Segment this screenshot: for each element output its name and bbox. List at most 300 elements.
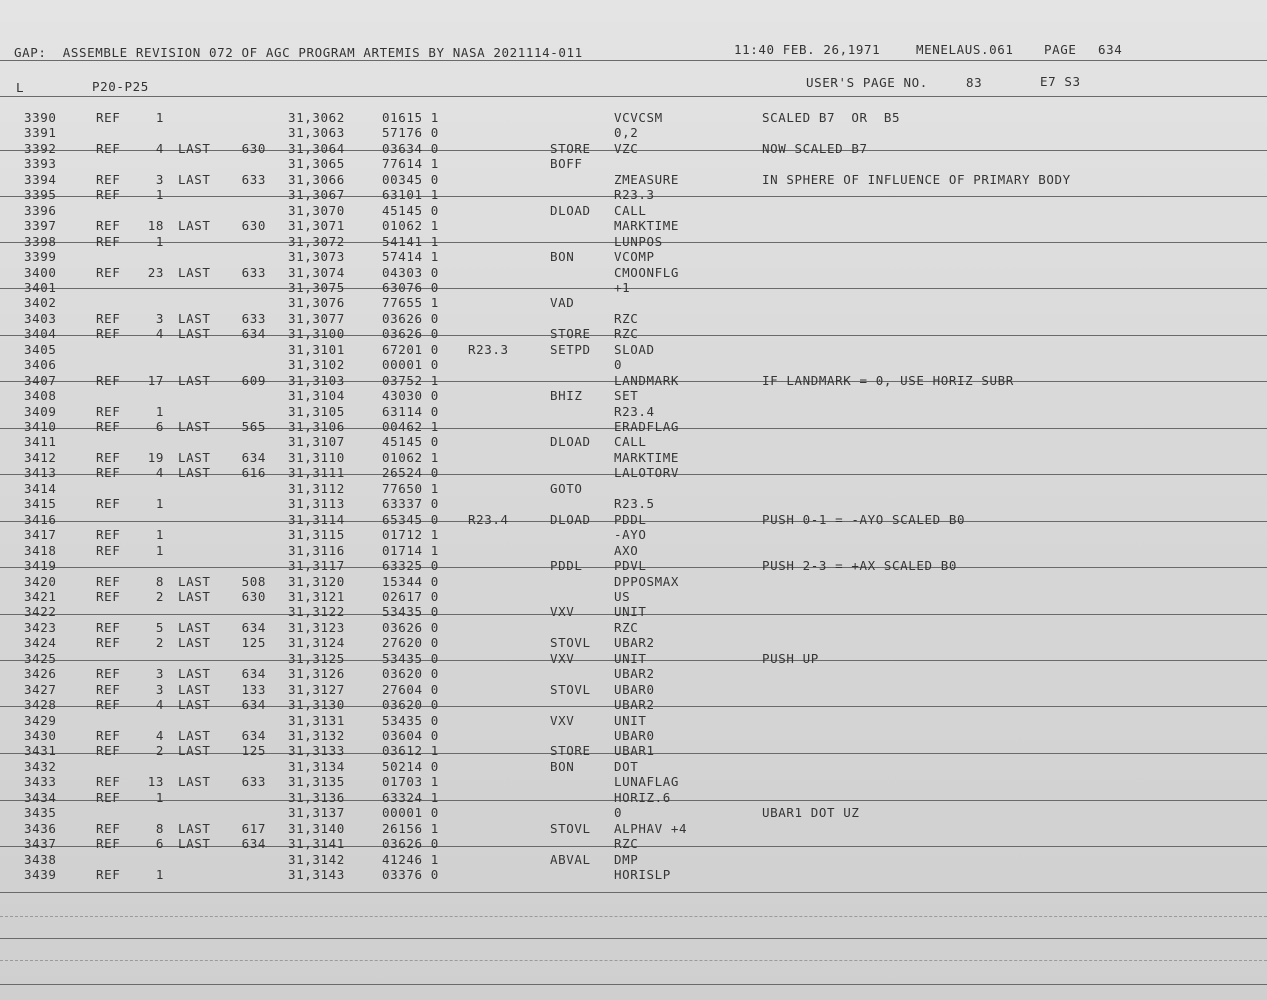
address: 31,3132 xyxy=(288,728,345,743)
listing-row xyxy=(0,141,1267,156)
octal-word: 03604 0 xyxy=(382,728,439,743)
octal-word: 77650 1 xyxy=(382,480,439,496)
address: 31,3110 xyxy=(288,449,345,465)
rule-line xyxy=(0,984,1267,985)
ref-marker: REF xyxy=(96,666,121,682)
last-marker: LAST xyxy=(178,836,211,852)
ref-count: 4 xyxy=(155,465,164,481)
ref-marker: REF xyxy=(96,697,121,713)
ref-count: 1 xyxy=(155,187,164,203)
rule-line xyxy=(0,938,1267,939)
operand: CMOONFLG xyxy=(614,264,680,280)
last-page: 634 xyxy=(241,728,266,743)
octal-word: 03626 0 xyxy=(382,836,439,852)
listing-row xyxy=(0,419,1267,434)
operand: UNIT xyxy=(614,650,647,666)
opcode: VXV xyxy=(550,604,575,620)
page-number: 634 xyxy=(1098,42,1123,57)
last-page: 633 xyxy=(241,310,266,326)
octal-word: 15344 0 xyxy=(382,573,439,589)
comment: IF LANDMARK = 0, USE HORIZ SUBR xyxy=(762,372,1014,388)
listing-row xyxy=(0,805,1267,820)
octal-word: 53435 0 xyxy=(382,650,439,666)
ref-marker: REF xyxy=(96,140,121,156)
listing-row xyxy=(0,295,1267,310)
octal-word: 53435 0 xyxy=(382,712,439,728)
last-marker: LAST xyxy=(178,372,211,388)
listing-row xyxy=(0,465,1267,480)
operand: SET xyxy=(614,388,639,404)
line-number: 3409 xyxy=(24,403,57,419)
operand: RZC xyxy=(614,619,639,635)
octal-word: 45145 0 xyxy=(382,202,439,218)
line-number: 3411 xyxy=(24,434,57,450)
ref-marker: REF xyxy=(96,728,121,743)
listing-row xyxy=(0,821,1267,836)
operand: PDVL xyxy=(614,558,647,574)
listing-row xyxy=(0,481,1267,496)
line-number: 3399 xyxy=(24,249,57,265)
operand: CALL xyxy=(614,202,647,218)
last-page: 630 xyxy=(241,218,266,234)
octal-word: 63101 1 xyxy=(382,187,439,203)
ref-marker: REF xyxy=(96,110,121,125)
address: 31,3104 xyxy=(288,388,345,404)
listing-row xyxy=(0,218,1267,233)
ref-count: 1 xyxy=(155,496,164,512)
ref-marker: REF xyxy=(96,588,121,604)
listing-row xyxy=(0,759,1267,774)
listing-row xyxy=(0,589,1267,604)
operand: UBAR2 xyxy=(614,635,655,651)
operand: LUNAFLAG xyxy=(614,774,680,790)
line-number: 3432 xyxy=(24,758,57,774)
address: 31,3117 xyxy=(288,558,345,574)
octal-word: 01703 1 xyxy=(382,774,439,790)
operand: UNIT xyxy=(614,604,647,620)
ref-count: 1 xyxy=(155,233,164,249)
line-number: 3419 xyxy=(24,558,57,574)
listing-title: GAP: ASSEMBLE REVISION 072 OF AGC PROGRAM ARTEMIS BY NASA 2021114-011 xyxy=(14,45,583,60)
octal-word: 03626 0 xyxy=(382,326,439,342)
operand: RZC xyxy=(614,310,639,326)
comment: UBAR1 DOT UZ xyxy=(762,805,860,821)
octal-word: 26156 1 xyxy=(382,820,439,836)
address: 31,3133 xyxy=(288,743,345,759)
octal-word: 63114 0 xyxy=(382,403,439,419)
octal-word: 00001 0 xyxy=(382,357,439,373)
listing-row xyxy=(0,280,1267,295)
opcode: DLOAD xyxy=(550,202,591,218)
listing-row xyxy=(0,790,1267,805)
last-page: 609 xyxy=(241,372,266,388)
last-page: 634 xyxy=(241,449,266,465)
listing-row xyxy=(0,574,1267,589)
operand: US xyxy=(614,588,631,604)
address: 31,3120 xyxy=(288,573,345,589)
line-number: 3398 xyxy=(24,233,57,249)
opcode: SETPD xyxy=(550,341,591,357)
listing-row xyxy=(0,388,1267,403)
listing-row xyxy=(0,496,1267,511)
listing-row xyxy=(0,234,1267,249)
opcode: DLOAD xyxy=(550,511,591,527)
opcode: BON xyxy=(550,249,575,265)
section-code: E7 S3 xyxy=(1040,74,1081,89)
address: 31,3131 xyxy=(288,712,345,728)
address: 31,3100 xyxy=(288,326,345,342)
line-number: 3424 xyxy=(24,635,57,651)
line-number: 3418 xyxy=(24,542,57,558)
line-number: 3430 xyxy=(24,728,57,743)
octal-word: 27620 0 xyxy=(382,635,439,651)
operand: R23.5 xyxy=(614,496,655,512)
address: 31,3137 xyxy=(288,805,345,821)
line-number: 3422 xyxy=(24,604,57,620)
operand: DOT xyxy=(614,758,639,774)
address: 31,3063 xyxy=(288,125,345,141)
last-page: 633 xyxy=(241,774,266,790)
last-page: 508 xyxy=(241,573,266,589)
header-rule xyxy=(0,60,1267,61)
last-page: 630 xyxy=(241,140,266,156)
ref-marker: REF xyxy=(96,372,121,388)
last-marker: LAST xyxy=(178,218,211,234)
ref-count: 4 xyxy=(155,326,164,342)
octal-word: 03620 0 xyxy=(382,697,439,713)
line-number: 3393 xyxy=(24,156,57,172)
ref-marker: REF xyxy=(96,419,121,434)
address: 31,3123 xyxy=(288,619,345,635)
address: 31,3113 xyxy=(288,496,345,512)
listing-row xyxy=(0,651,1267,666)
operand: SLOAD xyxy=(614,341,655,357)
address: 31,3140 xyxy=(288,820,345,836)
line-number: 3392 xyxy=(24,140,57,156)
last-marker: LAST xyxy=(178,573,211,589)
opcode: BON xyxy=(550,758,575,774)
listing-row xyxy=(0,728,1267,743)
ref-marker: REF xyxy=(96,171,121,187)
opcode: STORE xyxy=(550,140,591,156)
address: 31,3101 xyxy=(288,341,345,357)
octal-word: 03626 0 xyxy=(382,619,439,635)
last-marker: LAST xyxy=(178,728,211,743)
address: 31,3070 xyxy=(288,202,345,218)
operand: LALOTORV xyxy=(614,465,680,481)
line-number: 3390 xyxy=(24,110,57,125)
opcode: VXV xyxy=(550,712,575,728)
address: 31,3076 xyxy=(288,295,345,311)
octal-word: 01062 1 xyxy=(382,218,439,234)
last-marker: LAST xyxy=(178,419,211,434)
line-number: 3400 xyxy=(24,264,57,280)
ref-count: 1 xyxy=(155,527,164,543)
comment: PUSH 2-3 = +AX SCALED B0 xyxy=(762,558,958,574)
operand: MARKTIME xyxy=(614,218,680,234)
octal-word: 53435 0 xyxy=(382,604,439,620)
line-number: 3435 xyxy=(24,805,57,821)
line-number: 3434 xyxy=(24,789,57,805)
ref-marker: REF xyxy=(96,187,121,203)
octal-word: 03626 0 xyxy=(382,310,439,326)
address: 31,3077 xyxy=(288,310,345,326)
address: 31,3125 xyxy=(288,650,345,666)
listing-row xyxy=(0,249,1267,264)
octal-word: 00462 1 xyxy=(382,419,439,434)
listing-row xyxy=(0,373,1267,388)
listing-row xyxy=(0,404,1267,419)
last-page: 133 xyxy=(241,681,266,697)
opcode: GOTO xyxy=(550,480,583,496)
line-number: 3396 xyxy=(24,202,57,218)
operand: VCVCSM xyxy=(614,110,663,125)
address: 31,3073 xyxy=(288,249,345,265)
address: 31,3135 xyxy=(288,774,345,790)
line-number: 3421 xyxy=(24,588,57,604)
operand: 0 xyxy=(614,357,623,373)
opcode: BHIZ xyxy=(550,388,583,404)
octal-word: 03620 0 xyxy=(382,666,439,682)
operand: R23.3 xyxy=(614,187,655,203)
line-number: 3407 xyxy=(24,372,57,388)
last-marker: LAST xyxy=(178,774,211,790)
line-number: 3410 xyxy=(24,419,57,434)
last-marker: LAST xyxy=(178,820,211,836)
address: 31,3122 xyxy=(288,604,345,620)
line-number: 3438 xyxy=(24,851,57,867)
ref-marker: REF xyxy=(96,233,121,249)
octal-word: 01615 1 xyxy=(382,110,439,125)
comment: PUSH 0-1 = -AYO SCALED B0 xyxy=(762,511,966,527)
listing-row xyxy=(0,682,1267,697)
ref-count: 6 xyxy=(155,419,164,434)
line-number: 3420 xyxy=(24,573,57,589)
listing-row xyxy=(0,172,1267,187)
ref-count: 18 xyxy=(147,218,164,234)
operand: UBAR0 xyxy=(614,728,655,743)
listing-timestamp: 11:40 FEB. 26,1971 xyxy=(734,42,881,57)
line-number: 3433 xyxy=(24,774,57,790)
opcode: PDDL xyxy=(550,558,583,574)
last-marker: LAST xyxy=(178,666,211,682)
octal-word: 43030 0 xyxy=(382,388,439,404)
last-marker: LAST xyxy=(178,588,211,604)
address: 31,3115 xyxy=(288,527,345,543)
ref-marker: REF xyxy=(96,789,121,805)
line-number: 3416 xyxy=(24,511,57,527)
line-number: 3425 xyxy=(24,650,57,666)
ref-marker: REF xyxy=(96,264,121,280)
ref-marker: REF xyxy=(96,465,121,481)
listing-row xyxy=(0,187,1267,202)
octal-word: 00345 0 xyxy=(382,171,439,187)
last-marker: LAST xyxy=(178,140,211,156)
listing-row xyxy=(0,852,1267,867)
address: 31,3111 xyxy=(288,465,345,481)
line-number: 3395 xyxy=(24,187,57,203)
address: 31,3067 xyxy=(288,187,345,203)
left-marker: L xyxy=(16,80,25,95)
ref-count: 2 xyxy=(155,588,164,604)
operand: VZC xyxy=(614,140,639,156)
operand: UBAR1 xyxy=(614,743,655,759)
address: 31,3121 xyxy=(288,588,345,604)
address: 31,3142 xyxy=(288,851,345,867)
ref-marker: REF xyxy=(96,867,121,883)
ref-count: 1 xyxy=(155,542,164,558)
ref-marker: REF xyxy=(96,836,121,852)
octal-word: 63337 0 xyxy=(382,496,439,512)
listing-row xyxy=(0,156,1267,171)
ref-marker: REF xyxy=(96,496,121,512)
operand: LANDMARK xyxy=(614,372,680,388)
address: 31,3074 xyxy=(288,264,345,280)
line-number: 3412 xyxy=(24,449,57,465)
line-number: 3427 xyxy=(24,681,57,697)
ref-marker: REF xyxy=(96,403,121,419)
last-marker: LAST xyxy=(178,171,211,187)
last-page: 634 xyxy=(241,326,266,342)
last-marker: LAST xyxy=(178,681,211,697)
octal-word: 01714 1 xyxy=(382,542,439,558)
operand: ALPHAV +4 xyxy=(614,820,688,836)
octal-word: 45145 0 xyxy=(382,434,439,450)
section-name: P20-P25 xyxy=(92,79,149,94)
last-page: 565 xyxy=(241,419,266,434)
operand: UNIT xyxy=(614,712,647,728)
ref-count: 13 xyxy=(147,774,164,790)
listing-row xyxy=(0,357,1267,372)
users-page-label: USER'S PAGE NO. xyxy=(806,75,928,90)
line-number: 3406 xyxy=(24,357,57,373)
operand: 0 xyxy=(614,805,623,821)
listing-row xyxy=(0,620,1267,635)
listing-row xyxy=(0,326,1267,341)
last-page: 617 xyxy=(241,820,266,836)
address: 31,3143 xyxy=(288,867,345,883)
ref-marker: REF xyxy=(96,774,121,790)
last-marker: LAST xyxy=(178,697,211,713)
ref-marker: REF xyxy=(96,310,121,326)
octal-word: 03634 0 xyxy=(382,140,439,156)
address: 31,3130 xyxy=(288,697,345,713)
opcode: DLOAD xyxy=(550,434,591,450)
last-marker: LAST xyxy=(178,326,211,342)
ref-count: 4 xyxy=(155,140,164,156)
ref-count: 4 xyxy=(155,728,164,743)
listing-row xyxy=(0,203,1267,218)
octal-word: 04303 0 xyxy=(382,264,439,280)
address: 31,3065 xyxy=(288,156,345,172)
opcode: ABVAL xyxy=(550,851,591,867)
listing-row xyxy=(0,743,1267,758)
last-page: 634 xyxy=(241,836,266,852)
line-number: 3431 xyxy=(24,743,57,759)
octal-word: 67201 0 xyxy=(382,341,439,357)
address: 31,3075 xyxy=(288,279,345,295)
operand: RZC xyxy=(614,836,639,852)
address: 31,3102 xyxy=(288,357,345,373)
last-page: 633 xyxy=(241,264,266,280)
operand: UBAR0 xyxy=(614,681,655,697)
line-number: 3394 xyxy=(24,171,57,187)
listing-row xyxy=(0,604,1267,619)
listing-row xyxy=(0,311,1267,326)
line-number: 3423 xyxy=(24,619,57,635)
line-number: 3426 xyxy=(24,666,57,682)
ref-marker: REF xyxy=(96,218,121,234)
address: 31,3066 xyxy=(288,171,345,187)
line-number: 3404 xyxy=(24,326,57,342)
octal-word: 01712 1 xyxy=(382,527,439,543)
address: 31,3141 xyxy=(288,836,345,852)
octal-word: 57176 0 xyxy=(382,125,439,141)
octal-word: 03752 1 xyxy=(382,372,439,388)
operand: DMP xyxy=(614,851,639,867)
ref-marker: REF xyxy=(96,326,121,342)
line-number: 3439 xyxy=(24,867,57,883)
operand: ZMEASURE xyxy=(614,171,680,187)
address: 31,3134 xyxy=(288,758,345,774)
listing-row xyxy=(0,713,1267,728)
address: 31,3126 xyxy=(288,666,345,682)
line-number: 3405 xyxy=(24,341,57,357)
last-page: 125 xyxy=(241,635,266,651)
listing-user: MENELAUS.061 xyxy=(916,42,1014,57)
operand: CALL xyxy=(614,434,647,450)
opcode: VAD xyxy=(550,295,575,311)
last-marker: LAST xyxy=(178,310,211,326)
operand: ERADFLAG xyxy=(614,419,680,434)
line-number: 3414 xyxy=(24,480,57,496)
listing-row xyxy=(0,434,1267,449)
operand: RZC xyxy=(614,326,639,342)
last-page: 634 xyxy=(241,666,266,682)
address: 31,3071 xyxy=(288,218,345,234)
comment: NOW SCALED B7 xyxy=(762,140,868,156)
listing-row xyxy=(0,558,1267,573)
ref-count: 5 xyxy=(155,619,164,635)
octal-word: 57414 1 xyxy=(382,249,439,265)
octal-word: 63325 0 xyxy=(382,558,439,574)
line-number: 3436 xyxy=(24,820,57,836)
octal-word: 00001 0 xyxy=(382,805,439,821)
listing-row xyxy=(0,635,1267,650)
line-number: 3401 xyxy=(24,279,57,295)
last-page: 634 xyxy=(241,697,266,713)
operand: MARKTIME xyxy=(614,449,680,465)
ref-count: 2 xyxy=(155,635,164,651)
operand: 0,2 xyxy=(614,125,639,141)
line-number: 3397 xyxy=(24,218,57,234)
rule-line xyxy=(0,916,1267,917)
opcode: STORE xyxy=(550,326,591,342)
listing-row xyxy=(0,543,1267,558)
listing-row xyxy=(0,125,1267,140)
listing-row xyxy=(0,697,1267,712)
ref-marker: REF xyxy=(96,743,121,759)
operand: HORIZ.6 xyxy=(614,789,671,805)
ref-marker: REF xyxy=(96,619,121,635)
line-number: 3402 xyxy=(24,295,57,311)
line-number: 3391 xyxy=(24,125,57,141)
address: 31,3136 xyxy=(288,789,345,805)
listing-row xyxy=(0,527,1267,542)
operand: -AYO xyxy=(614,527,647,543)
ref-count: 19 xyxy=(147,449,164,465)
octal-word: 26524 0 xyxy=(382,465,439,481)
